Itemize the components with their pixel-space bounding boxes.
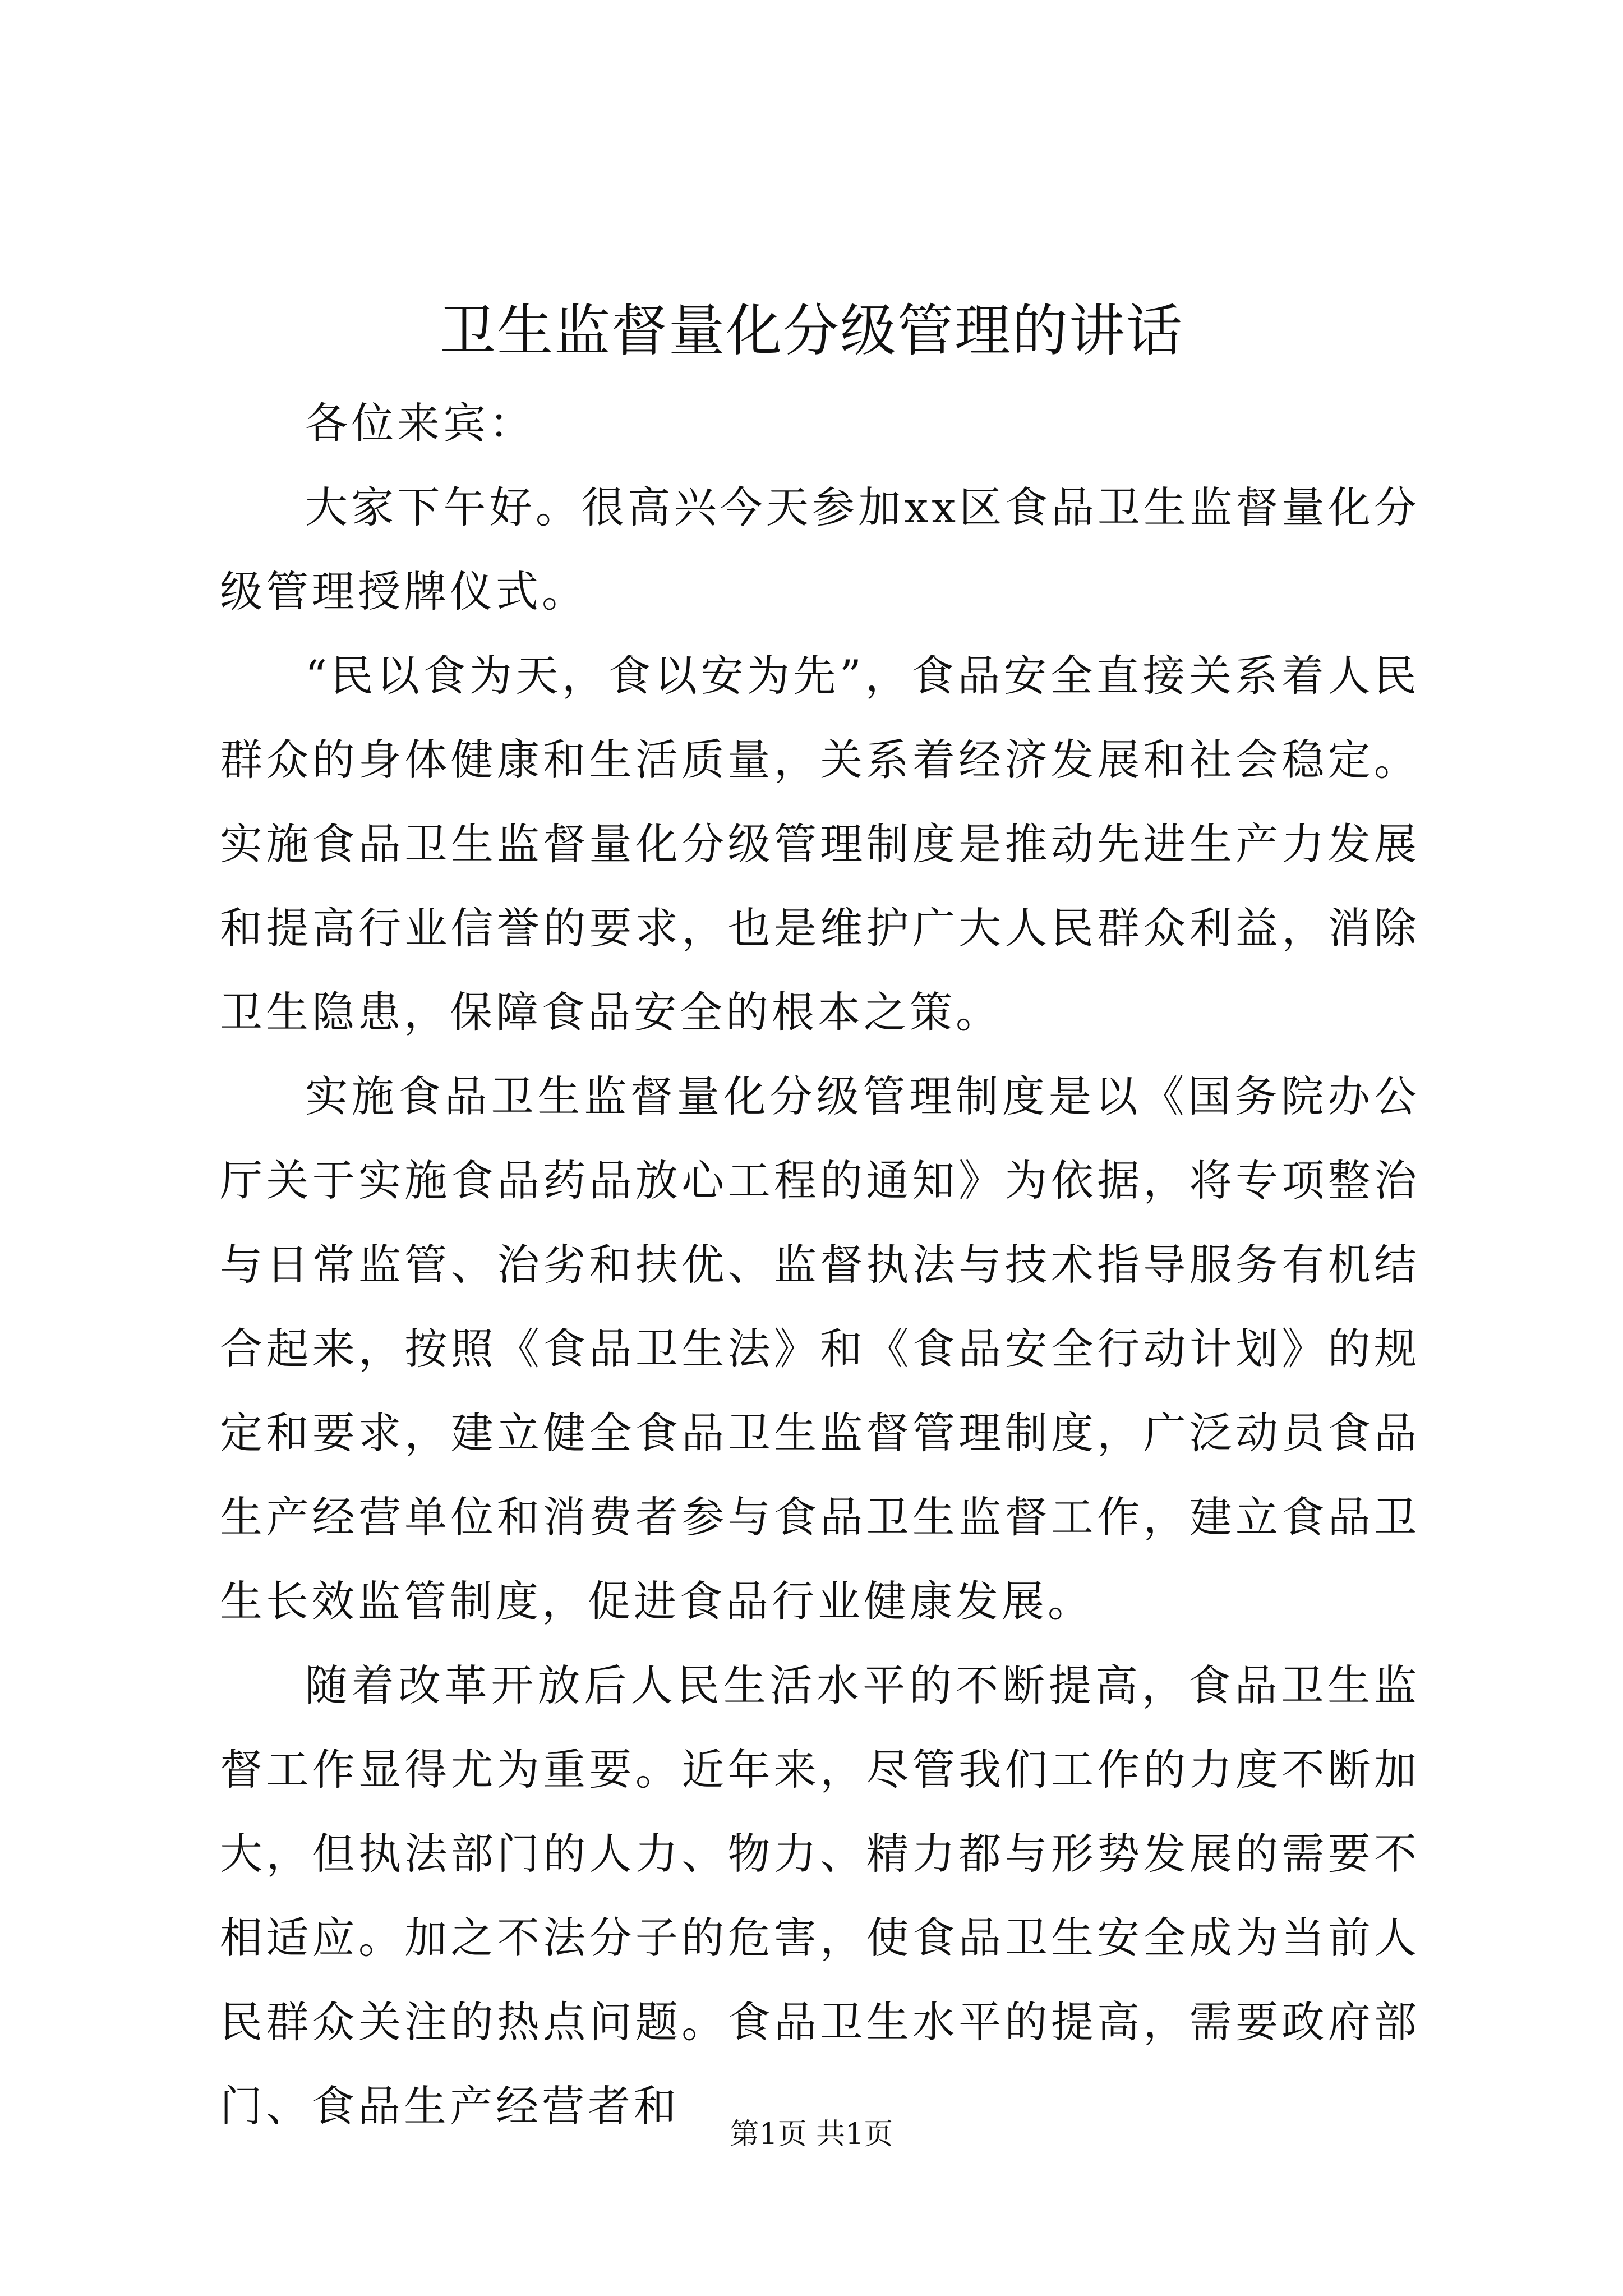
document-title: 卫生监督量化分级管理的讲话 bbox=[440, 298, 1183, 364]
paragraph-food-safety: “民以食为天，食以安为先”，食品安全直接关系着人民群众的身体健康和生活质量，关系着经济发展和社会稳定。实施食品卫生监督量化分级管理制度是推动先进生产力发展和提高行业信誉的要求，也是维护广大人民群众利益，消除卫生隐患，保障食品安全的根本之策。 bbox=[220, 651, 1420, 1037]
document-body bbox=[220, 381, 1420, 2148]
paragraph-opening: 大家下午好。很高兴今天参加xx区食品卫生监督量化分级管理授牌仪式。 bbox=[220, 482, 1420, 616]
page-footer bbox=[0, 2115, 1623, 2154]
paragraph-greeting: 各位来宾： bbox=[305, 398, 535, 448]
paragraph-policy-basis: 实施食品卫生监督量化分级管理制度是以《国务院办公厅关于实施食品药品放心工程的通知》为依据，将专项整治与日常监管、治劣和扶优、监督执法与技术指导服务有机结合起来，按照《食品卫生法》和《食品安全行动计划》的规定和要求，建立健全食品卫生监督管理制度，广泛动员食品生产经营单位和消费者参与食品卫生监督工作，建立食品卫生长效监管制度，促进食品行业健康发展。 bbox=[220, 1071, 1420, 1626]
page-number-label: 第1页 共1页 bbox=[730, 2118, 893, 2151]
paragraph-current-situation: 随着改革开放后人民生活水平的不断提高，食品卫生监督工作显得尤为重要。近年来，尽管我们工作的力度不断加大，但执法部门的人力、物力、精力都与形势发展的需要不相适应。加之不法分子的危害，使食品卫生安全成为当前人民群众关注的热点问题。食品卫生水平的提高，需要政府部门、食品生产经营者和 bbox=[220, 1660, 1420, 2131]
